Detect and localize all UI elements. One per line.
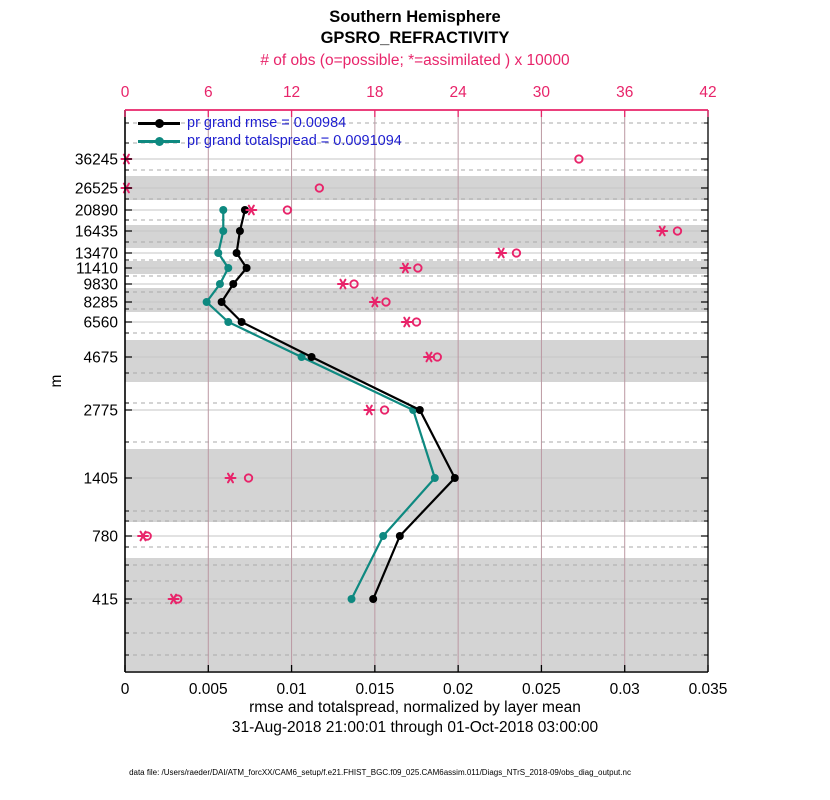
y-tick-label: 9830 <box>83 276 118 294</box>
rmse-curve-marker <box>396 532 404 540</box>
totalspread-curve-marker <box>348 595 356 603</box>
y-tick-label: 4675 <box>83 349 118 367</box>
top-tick-label: 24 <box>449 84 467 101</box>
y-tick-label: 1405 <box>83 470 118 488</box>
rmse-curve-marker <box>218 298 226 306</box>
rmse-curve-marker <box>451 474 459 482</box>
plot-subtitle: GPSRO_REFRACTIVITY <box>320 29 510 47</box>
y-tick-label: 16435 <box>74 223 118 241</box>
bottom-tick-label: 0.01 <box>276 681 307 698</box>
top-tick-label: 0 <box>120 84 130 101</box>
bottom-tick-label: 0.03 <box>609 681 640 698</box>
totalspread-curve-marker <box>219 206 227 214</box>
assimilated-obs-marker <box>402 318 412 327</box>
bottom-tick-label: 0.02 <box>443 681 474 698</box>
top-tick-label: 6 <box>203 84 213 101</box>
rmse-curve-marker <box>416 406 424 414</box>
top-tick-label: 36 <box>616 84 634 101</box>
rmse-curve-marker <box>238 318 246 326</box>
y-tick-label: 2775 <box>83 402 118 420</box>
assimilated-obs-marker <box>496 249 506 258</box>
top-axis-title: # of obs (o=possible; *=assimilated ) x 10000 <box>260 52 570 69</box>
top-tick-label: 18 <box>366 84 384 101</box>
totalspread-curve-marker <box>219 227 227 235</box>
layer-band <box>125 340 708 382</box>
totalspread-curve-marker <box>216 280 224 288</box>
plot-title: Southern Hemisphere <box>329 8 501 26</box>
bottom-tick-label: 0.005 <box>188 681 228 698</box>
legend-item-totalspread <box>138 132 402 150</box>
rmse-curve-marker <box>369 595 377 603</box>
rmse-curve-marker <box>243 264 251 272</box>
top-tick-label: 30 <box>532 84 551 101</box>
y-tick-label: 8285 <box>83 294 118 312</box>
layer-band <box>125 225 708 248</box>
legend-label-totalspread: pr grand totalspread = 0.0091094 <box>187 133 402 149</box>
bottom-tick-label: 0.025 <box>522 681 561 698</box>
y-tick-label: 36245 <box>74 151 118 169</box>
y-tick-label: 415 <box>92 591 118 609</box>
bottom-tick-label: 0.035 <box>688 681 728 698</box>
totalspread-line-sample <box>138 135 180 147</box>
date-range-label: 31-Aug-2018 21:00:01 through 01-Oct-2018 03:00:00 <box>231 719 599 736</box>
layer-band <box>125 558 708 671</box>
y-tick-label: 26525 <box>74 180 118 198</box>
assimilated-obs-marker <box>246 206 256 215</box>
legend <box>138 114 402 150</box>
y-tick-label: 6560 <box>83 314 118 332</box>
legend-label-rmse: pr grand rmse = 0.00984 <box>187 115 347 131</box>
totalspread-curve-marker <box>203 298 211 306</box>
y-axis-label: m <box>48 374 65 388</box>
totalspread-curve-marker <box>379 532 387 540</box>
y-tick-label: 20890 <box>74 202 118 220</box>
rmse-curve-marker <box>308 353 316 361</box>
assimilated-obs-marker <box>338 280 348 289</box>
assimilated-obs-marker <box>364 406 374 415</box>
rmse-curve-marker <box>233 249 241 257</box>
totalspread-curve-marker <box>214 249 222 257</box>
top-tick-label: 42 <box>699 84 717 101</box>
y-tick-label: 13470 <box>74 245 118 263</box>
rmse-curve-marker <box>229 280 237 288</box>
top-tick-label: 12 <box>282 84 301 101</box>
y-tick-label: 780 <box>92 528 118 546</box>
totalspread-curve-marker <box>224 318 232 326</box>
data-file-path: data file: /Users/raeder/DAI/ATM_forcXX/CAM6_setup/f.e21.FHIST_BGC.f09_025.CAM6assim.011/Diags_NTrS_2018-09/obs_diag_output.nc <box>129 768 631 777</box>
bottom-tick-label: 0 <box>120 681 130 698</box>
totalspread-curve-marker <box>224 264 232 272</box>
rmse-curve-marker <box>236 227 244 235</box>
rmse-line-sample <box>138 117 180 129</box>
y-tick-label: 11410 <box>76 260 118 278</box>
legend-item-rmse <box>138 114 402 132</box>
x-axis-label: rmse and totalspread, normalized by layer mean <box>249 699 581 716</box>
bottom-tick-label: 0.015 <box>355 681 395 698</box>
totalspread-curve-marker <box>431 474 439 482</box>
